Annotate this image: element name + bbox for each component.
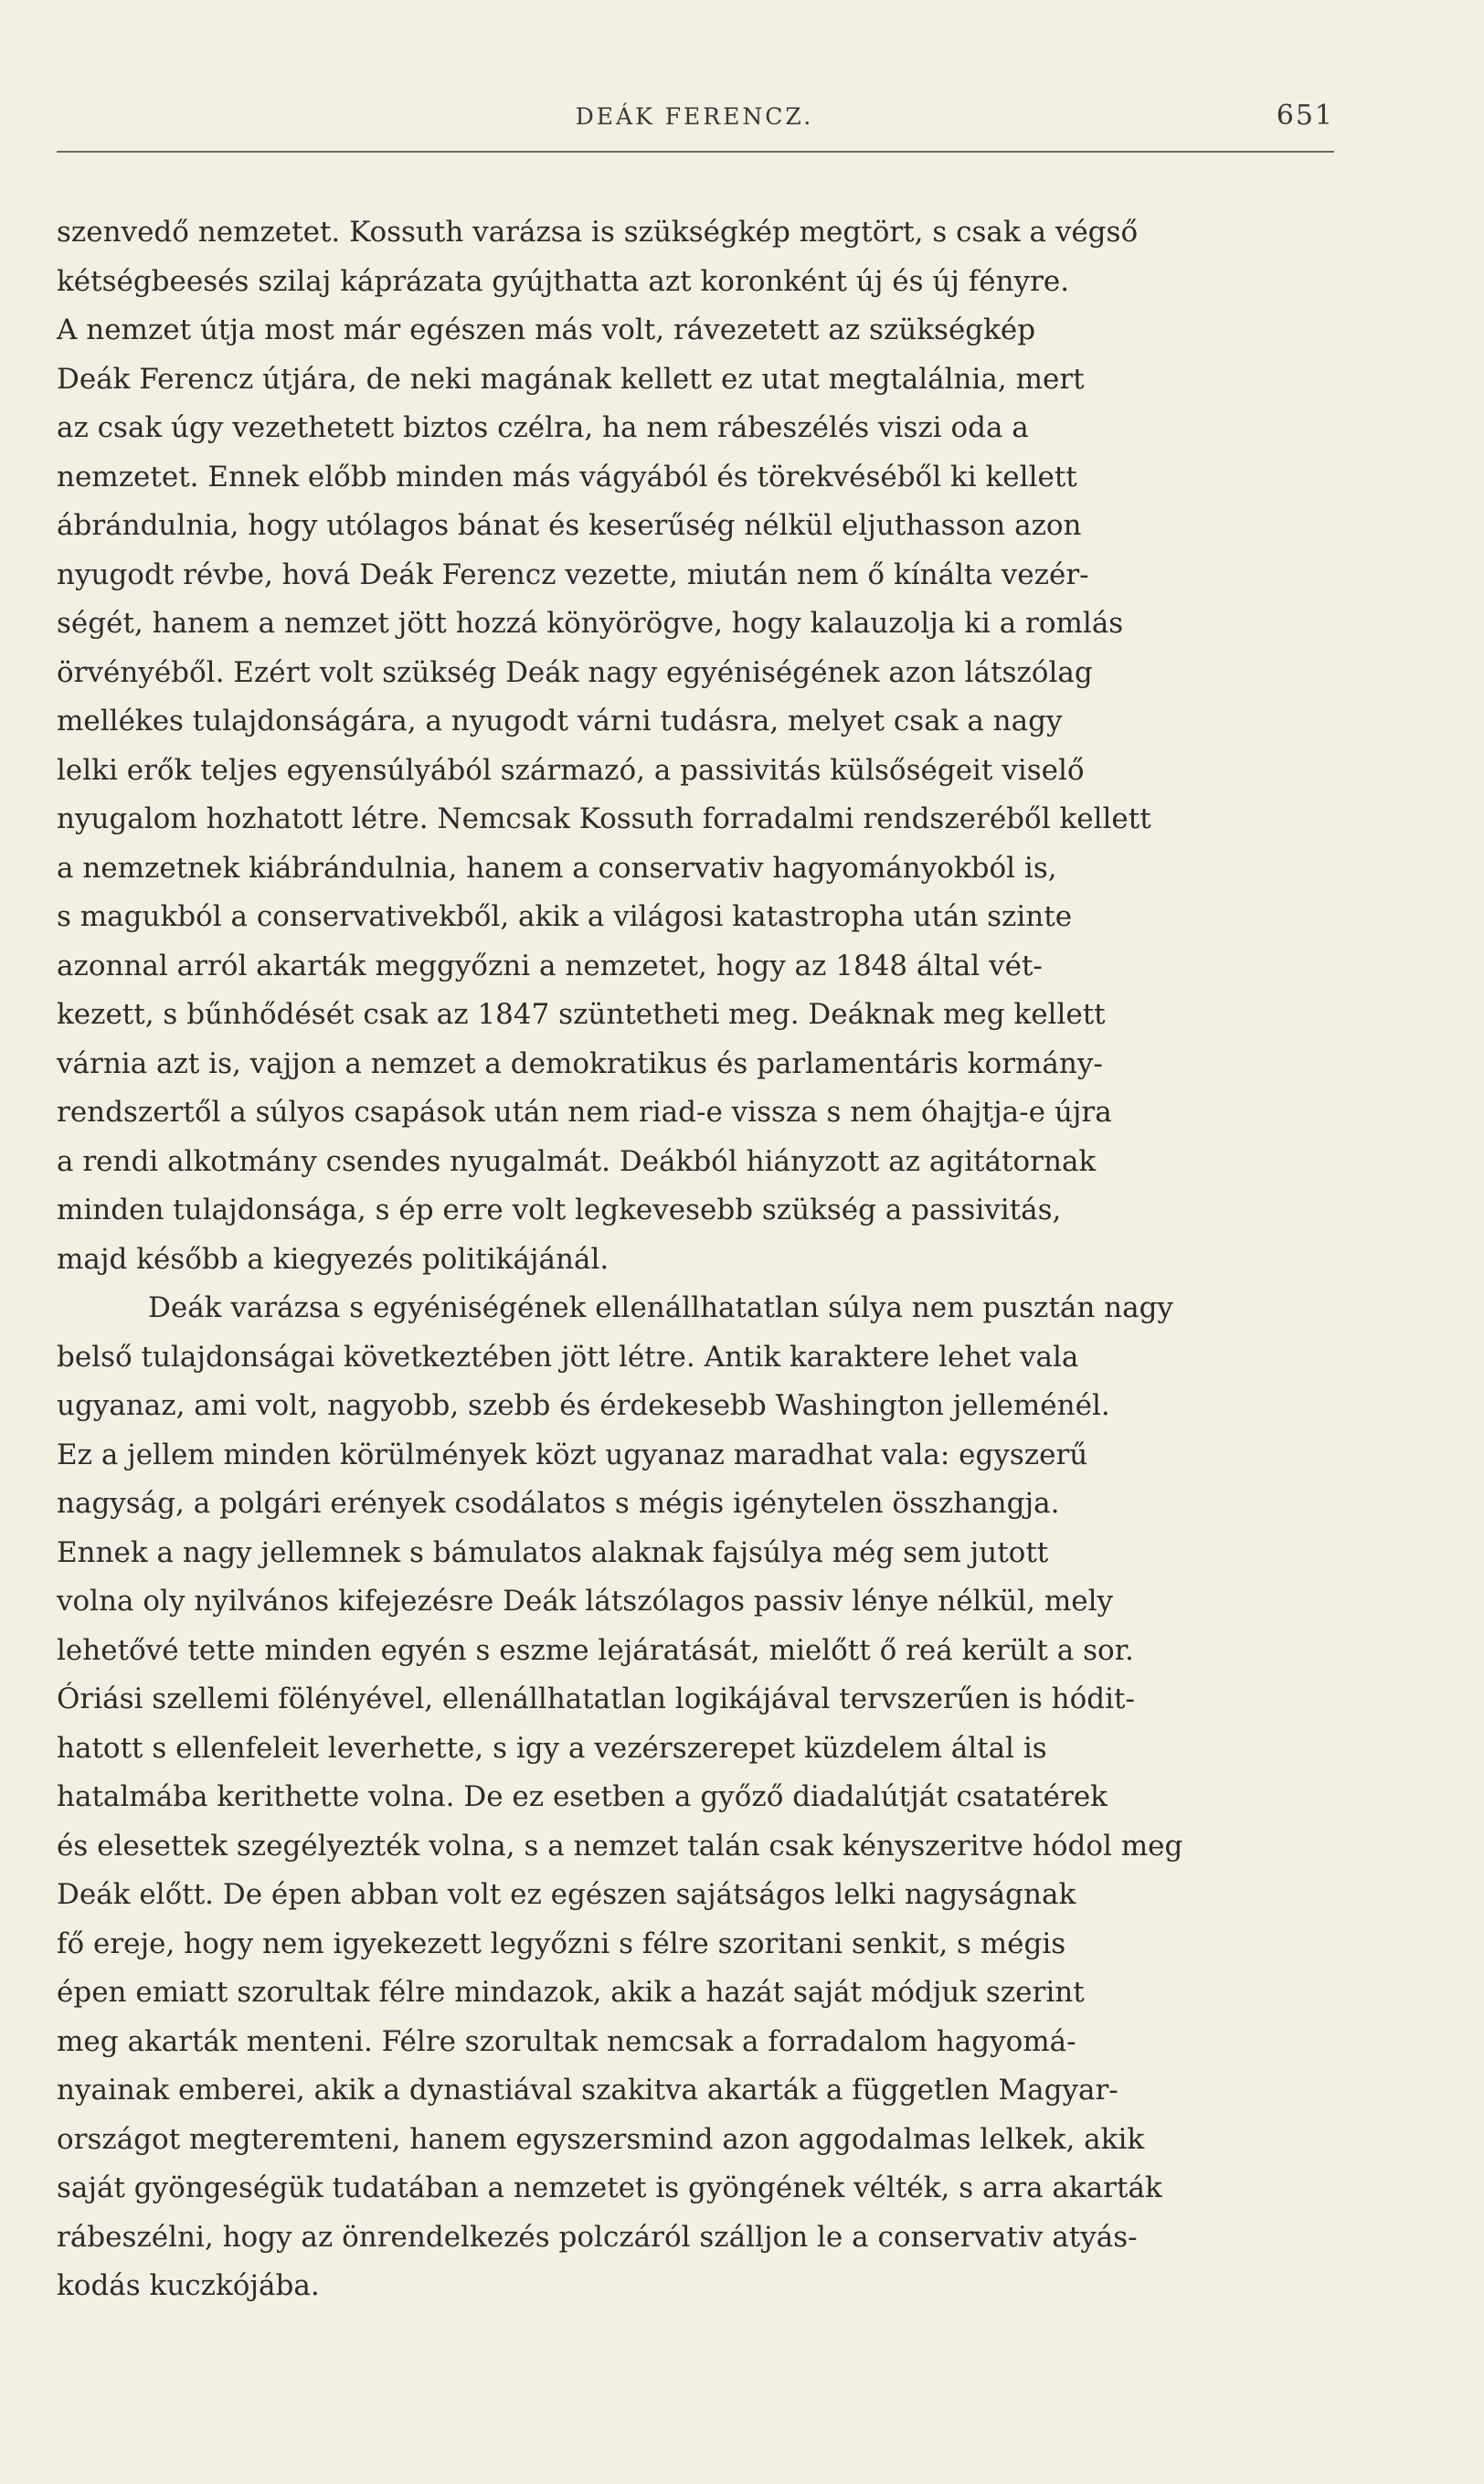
text-line: a rendi alkotmány csendes nyugalmát. Deákból hiányzott az agitátornak	[57, 1144, 1097, 1178]
text-line: kodás kuczkójába.	[57, 2269, 320, 2302]
text-line: majd később a kiegyezés politikájánál.	[57, 1242, 610, 1276]
text-line: minden tulajdonsága, s ép erre volt legkevesebb szükség a passivitás,	[57, 1194, 1062, 1226]
text-line: Óriási szellemi fölényével, ellenállhatatlan logikájával tervszerűen is hódit-	[57, 1683, 1135, 1715]
text-line: Ez a jellem minden körülmények közt ugyanaz maradhat vala: egyszerű	[57, 1438, 1088, 1471]
text-line: rendszertől a súlyos csapások után nem riad-e vissza s nem óhajtja-e újra	[57, 1096, 1112, 1129]
text-line: épen emiatt szorultak félre mindazok, akik a hazát saját módjuk szerint	[57, 1976, 1085, 2009]
text-line: és elesettek szegélyezték volna, s a nemzet talán csak kényszeritve hódol meg	[57, 1829, 1183, 1863]
text-line: saját gyöngeségük tudatában a nemzetet is gyöngének vélték, s arra akarták	[57, 2171, 1162, 2204]
text-line: várnia azt is, vajjon a nemzet a demokratikus és parlamentáris kormány-	[57, 1046, 1103, 1080]
text-line: hatott s ellenfeleit leverhette, s igy a vezérszerepet küzdelem által is	[57, 1731, 1047, 1765]
text-line: az csak úgy vezethetett biztos czélra, ha nem rábeszélés viszi oda a	[57, 411, 1029, 444]
text-line: fő ereje, hogy nem igyekezett legyőzni s félre szoritani senkit, s mégis	[57, 1927, 1066, 1960]
text-line: meg akarták menteni. Félre szorultak nemcsak a forradalom hagyomá-	[57, 2024, 1076, 2058]
text-line: hatalmába kerithette volna. De ez esetben a győző diadalútját csatatérek	[57, 1780, 1108, 1813]
text-line: örvényéből. Ezért volt szükség Deák nagy egyéniségének azon látszólag	[57, 655, 1093, 689]
text-line: s magukból a conservativekből, akik a világosi katastropha után szinte	[57, 900, 1073, 933]
text-line: Deák Ferencz útjára, de neki magának kellett ez utat megtalálnia, mert	[57, 362, 1085, 396]
running-header	[55, 96, 1334, 151]
text-line: A nemzet útja most már egészen más volt, rávezetett az szükségkép	[57, 313, 1036, 346]
paragraph	[57, 208, 1334, 1284]
running-title: DEÁK FERENCZ.	[575, 103, 814, 130]
text-line: nyainak emberei, akik a dynastiával szakitva akarták a független Magyar-	[57, 2074, 1118, 2107]
text-line: ségét, hanem a nemzet jött hozzá könyörögve, hogy kalauzolja ki a romlás	[57, 607, 1124, 640]
text-line: nyugalom hozhatott létre. Nemcsak Kossuth forradalmi rendszeréből kellett	[57, 802, 1151, 835]
text-line: nemzetet. Ennek előbb minden más vágyából és törekvéséből ki kellett	[57, 460, 1077, 494]
text-line: lelki erők teljes egyensúlyából származó, a passivitás külsőségeit viselő	[57, 753, 1085, 787]
text-line: mellékes tulajdonságára, a nyugodt várni tudásra, melyet csak a nagy	[57, 705, 1063, 738]
text-line: nyugodt révbe, hová Deák Ferencz vezette, miután nem ő kínálta vezér-	[57, 557, 1089, 591]
text-line: kétségbeesés szilaj káprázata gyújthatta azt koronként új és új fényre.	[57, 264, 1070, 298]
text-line: ábrándulnia, hogy utólagos bánat és keserűség nélkül eljuthasson azon	[57, 509, 1082, 542]
body-text	[57, 208, 1334, 2311]
header-rule	[57, 151, 1334, 153]
text-line: lehetővé tette minden egyén s eszme lejáratását, mielőtt ő reá került a sor.	[57, 1633, 1134, 1667]
paragraph	[57, 1284, 1334, 2311]
text-line: Deák előtt. De épen abban volt ez egészen sajátságos lelki nagyságnak	[57, 1878, 1076, 1911]
text-line: szenvedő nemzetet. Kossuth varázsa is szükségkép megtört, s csak a végső	[57, 216, 1139, 249]
text-line: kezett, s bűnhődését csak az 1847 szüntetheti meg. Deáknak meg kellett	[57, 998, 1106, 1031]
text-line: a nemzetnek kiábrándulnia, hanem a conservativ hagyományokból is,	[57, 851, 1057, 885]
page-number: 651	[1276, 100, 1334, 132]
text-line: nagyság, a polgári erények csodálatos s mégis igénytelen összhangja.	[57, 1487, 1060, 1520]
text-line: ugyanaz, ami volt, nagyobb, szebb és érdekesebb Washington jelleménél.	[57, 1389, 1110, 1422]
text-line: országot megteremteni, hanem egyszersmind azon aggodalmas lelkek, akik	[57, 2122, 1145, 2156]
text-line: rábeszélni, hogy az önrendelkezés polczáról szálljon le a conservativ atyás-	[57, 2220, 1138, 2254]
text-line: volna oly nyilvános kifejezésre Deák látszólagos passiv lénye nélkül, mely	[57, 1585, 1113, 1618]
text-line: Ennek a nagy jellemnek s bámulatos alaknak fajsúlya még sem jutott	[57, 1535, 1049, 1569]
text-line: belső tulajdonságai következtében jött létre. Antik karaktere lehet vala	[57, 1340, 1079, 1374]
text-line: Deák varázsa s egyéniségének ellenállhatatlan súlya nem pusztán nagy	[148, 1291, 1173, 1324]
text-line: azonnal arról akarták meggyőzni a nemzetet, hogy az 1848 által vét-	[57, 949, 1043, 982]
